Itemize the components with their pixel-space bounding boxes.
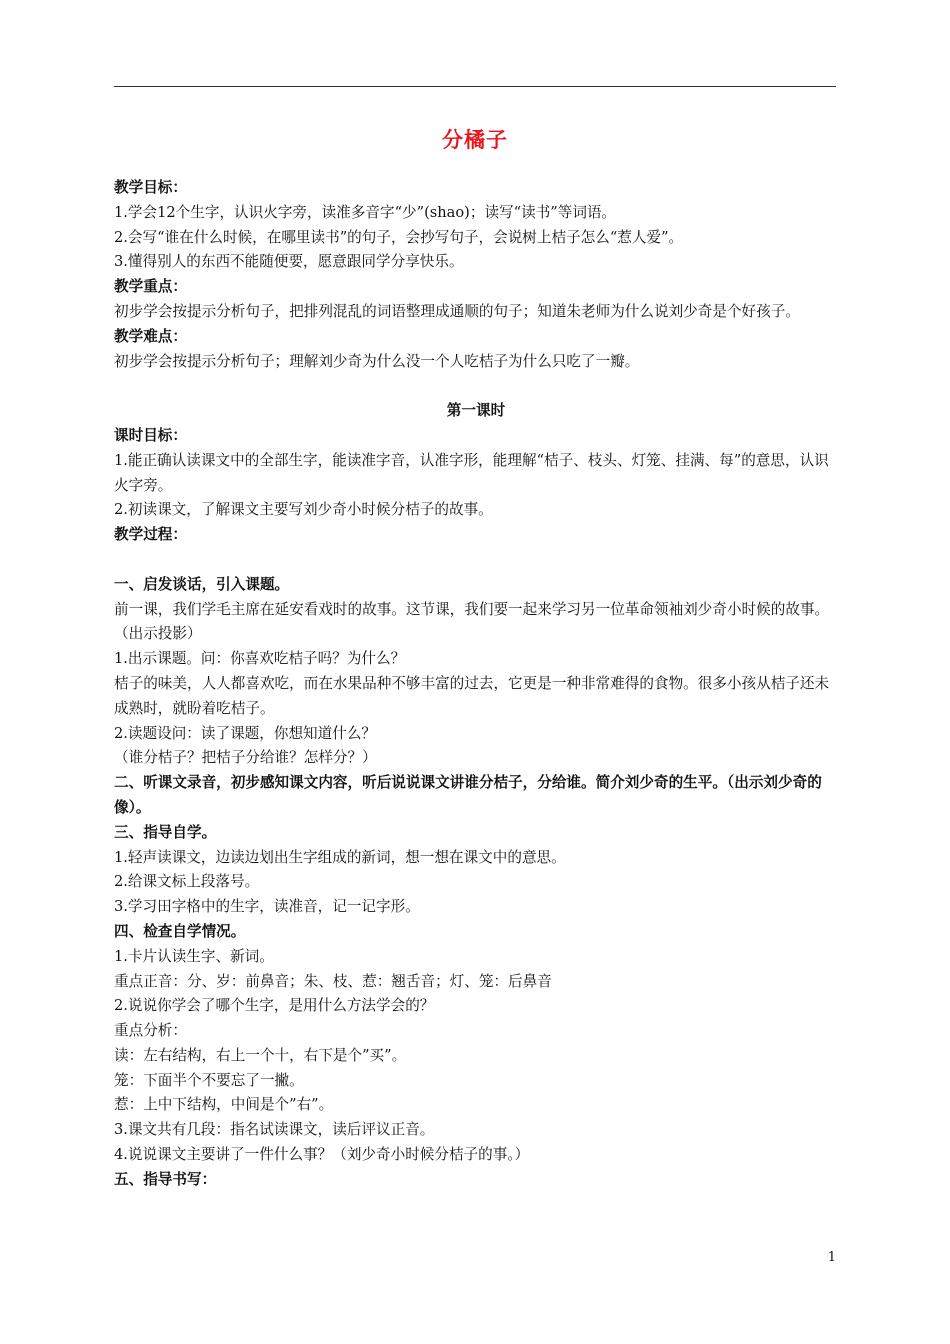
body-paragraph: 2.读题设问：读了课题，你想知道什么？: [114, 724, 377, 742]
body-paragraph: 1.轻声读课文，边读边划出生字组成的新词，想一想在课文中的意思。: [114, 848, 566, 866]
page-number: 1: [827, 1250, 836, 1265]
body-paragraph: 3.懂得别人的东西不能随便要，愿意跟同学分享快乐。: [114, 253, 464, 271]
body-paragraph: 1.出示课题。问：你喜欢吃桔子吗？为什么？: [114, 650, 406, 668]
blank-line: [114, 548, 838, 573]
section-heading: 教学重点：: [114, 278, 187, 296]
section-heading: 二、听课文录音，初步感知课文内容，听后说说课文讲谁分桔子，分给谁。简介刘少奇的生平。（出示刘少奇的像）。: [114, 774, 822, 816]
body-paragraph: 重点分析：: [114, 1022, 187, 1040]
section-heading: 四、检查自学情况。: [114, 922, 246, 940]
body-paragraph: 2.会写“谁在什么时候，在哪里读书”的句子，会抄写句子，会说树上桔子怎么“惹人爱”。: [114, 228, 684, 246]
blank-line: [114, 374, 838, 399]
body-paragraph: 3.学习田字格中的生字，读准音，记一记字形。: [114, 898, 420, 916]
body-paragraph: 2.初读课文，了解课文主要写刘少奇小时候分桔子的故事。: [114, 501, 493, 519]
section-heading: 三、指导自学。: [114, 823, 217, 841]
body-paragraph: 2.给课文标上段落号。: [114, 873, 260, 891]
body-paragraph: 1.能正确认读课文中的全部生字，能读准字音，认准字形，能理解“桔子、枝头、灯笼、挂满、每”的意思，认识火字旁。: [114, 451, 829, 494]
body-paragraph: 初步学会按提示分析句子，把排列混乱的词语整理成通顺的句子；知道朱老师为什么说刘少奇是个好孩子。: [114, 302, 800, 320]
section-heading: 教学难点：: [114, 327, 187, 345]
document-title: 分橘子: [442, 127, 508, 152]
body-paragraph: 1.卡片认读生字、新词。: [114, 947, 274, 965]
section-heading: 教学目标：: [114, 179, 187, 196]
body-paragraph: 桔子的味美，人人都喜欢吃，而在水果品种不够丰富的过去，它更是一种非常难得的食物。很多小孩从桔子还未成熟时，就盼着吃桔子。: [114, 674, 830, 717]
header-rule: [114, 86, 836, 87]
body-paragraph: 2.说说你学会了哪个生字，是用什么方法学会的？: [114, 997, 435, 1015]
body-paragraph: 重点正音：分、岁：前鼻音；朱、枝、惹：翘舌音；灯、笼：后鼻音: [114, 972, 552, 990]
body-paragraph: 3.课文共有几段：指名试读课文，读后评议正音。: [114, 1121, 435, 1139]
body-paragraph: 初步学会按提示分析句子；理解刘少奇为什么没一个人吃桔子为什么只吃了一瓣。: [114, 352, 640, 370]
section-heading: 课时目标：: [114, 426, 187, 444]
body-paragraph: 1.学会12个生字，认识火字旁，读准多音字“少”(shao)；读写“读书”等词语。: [114, 203, 617, 221]
document-body: [114, 176, 838, 1193]
body-paragraph: 前一课，我们学毛主席在延安看戏时的故事。这节课，我们要一起来学习另一位革命领袖刘少奇小时候的故事。（出示投影）: [114, 600, 830, 643]
body-paragraph: 惹：上中下结构，中间是个”右”。: [114, 1096, 334, 1114]
section-heading: 第一课时: [446, 402, 506, 420]
body-paragraph: 笼：下面半个不要忘了一撇。: [114, 1071, 304, 1089]
section-heading: 一、启发谈话，引入课题。: [114, 575, 290, 593]
body-paragraph: （谁分桔子？把桔子分给谁？怎样分？）: [114, 749, 377, 767]
section-heading: 五、指导书写：: [114, 1170, 217, 1188]
body-paragraph: 读：左右结构，右上一个十，右下是个”买”。: [114, 1046, 407, 1064]
section-heading: 教学过程：: [114, 526, 187, 544]
body-paragraph: 4.说说课文主要讲了一件什么事？（刘少奇小时候分桔子的事。）: [114, 1146, 530, 1164]
